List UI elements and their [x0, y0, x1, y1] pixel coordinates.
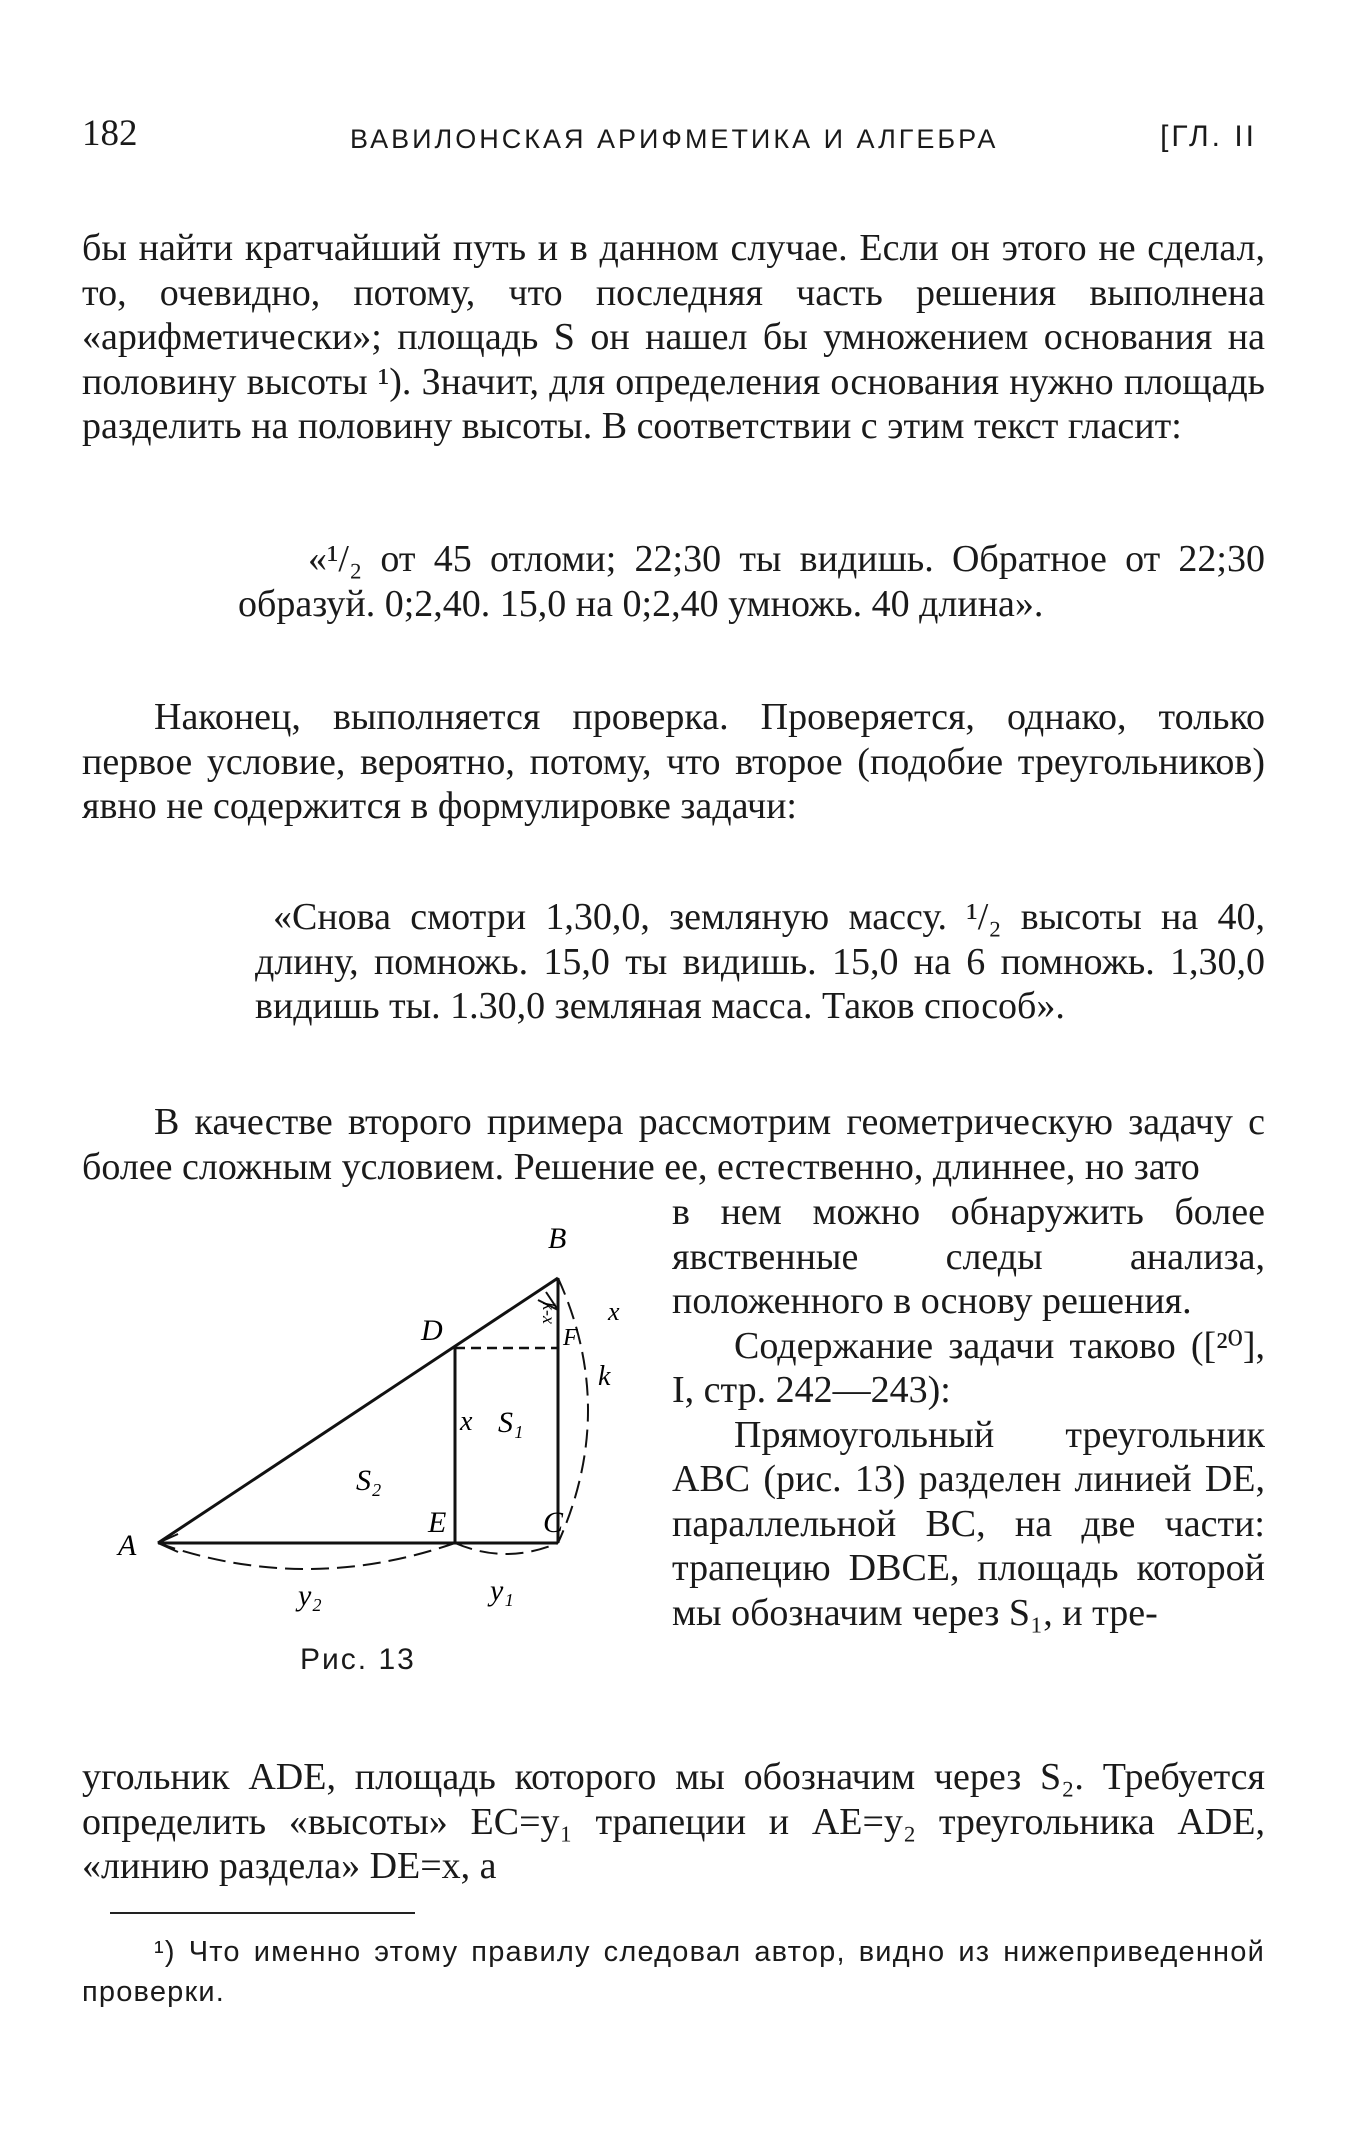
label-S1: S₁ — [498, 1406, 524, 1439]
quote-1: «¹/₂ от 45 отломи; 22;30 ты видишь. Обратное от 22;30 образуй. 0;2,40. 15,0 на 0;2,40 умножь. 40 длина». — [238, 538, 1265, 625]
label-B: B — [548, 1222, 567, 1255]
arc-BC — [558, 1278, 588, 1543]
problem-source: Содержание задачи таково ([²⁰], I, стр. 242—243): — [672, 1324, 1265, 1411]
footnote-rule — [110, 1912, 415, 1914]
label-x-outer: x — [608, 1297, 620, 1326]
label-S2: S₂ — [356, 1464, 382, 1497]
quote-2: «Снова смотри 1,30,0, земляную массу. ¹/₂ высоты на 40, длину, помножь. 15,0 ты видишь. 15,0 на 6 помножь. 1,30,0 видишь ты. 1.30,0 земляная масса. Таков способ». — [255, 896, 1265, 1027]
paragraph-3-continuation: в нем можно обнаружить более явственные следы анализа, положенного в основу решения. — [672, 1191, 1265, 1322]
arc-y1 — [455, 1543, 558, 1554]
paragraph-4: угольник ADE, площадь которого мы обозначим через S₂. Требуется определить «высоты» EC=y₁ трапеции и AE=y₂ треугольника ADE, «линию раздела» DE=x, а — [82, 1756, 1265, 1887]
figure-caption: Рис. 13 — [300, 1643, 416, 1676]
footnote: ¹) Что именно этому правилу следовал автор, видно из нижеприведенной проверки. — [82, 1936, 1265, 2008]
label-y2: y₂ — [298, 1579, 322, 1612]
chapter-marker: [ГЛ. II — [1160, 120, 1257, 153]
label-y1: y₁ — [490, 1574, 514, 1607]
right-column-text — [672, 1190, 1265, 1635]
problem-statement: Прямоугольный треугольник ABC (рис. 13) разделен линией DE, параллельной BC, на две части: трапецию DBCE, площадь которой мы обозначим через S₁, и тре- — [672, 1413, 1265, 1634]
paragraph-1: бы найти кратчайший путь и в данном случае. Если он этого не сделал, то, очевидно, потому, что последняя часть решения выполнена «арифметически»; площадь S он нашел бы умножением основания на половину высоты ¹). Значит, для определения основания нужно площадь разделить на половину высоты. В соответствии с этим текст гласит: — [82, 227, 1265, 447]
arc-y2 — [158, 1543, 455, 1569]
figure-13 — [98, 1220, 658, 1700]
triangle-diagram — [98, 1220, 658, 1700]
page-number: 182 — [82, 113, 138, 154]
label-x-inner: x — [460, 1406, 473, 1437]
label-k: k — [598, 1361, 611, 1392]
paragraph-3: В качестве второго примера рассмотрим геометрическую задачу с более сложным условием. Решение ее, естественно, длиннее, но зато — [82, 1101, 1265, 1188]
running-title: ВАВИЛОНСКАЯ АРИФМЕТИКА И АЛГЕБРА — [350, 124, 999, 154]
label-D: D — [421, 1314, 443, 1347]
page-header — [82, 112, 1257, 162]
label-k-minus-x: k-x — [539, 1302, 559, 1324]
label-E: E — [428, 1506, 447, 1539]
label-F: F — [563, 1325, 578, 1351]
paragraph-2: Наконец, выполняется проверка. Проверяется, однако, только первое условие, вероятно, потому, что второе (подобие треугольников) явно не содержится в формулировке задачи: — [82, 696, 1265, 827]
label-C: C — [543, 1506, 564, 1539]
label-A: A — [118, 1529, 137, 1562]
